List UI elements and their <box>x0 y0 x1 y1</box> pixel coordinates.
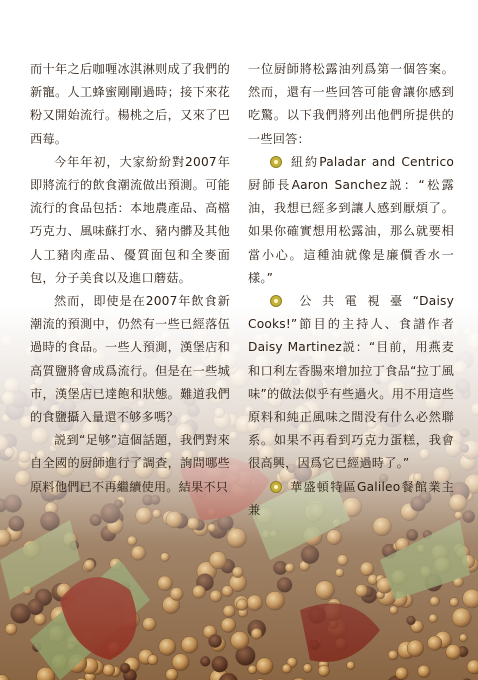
left-paragraph-3: 然而，即使是在2007年飲食新潮流的預測中，仍然有一些已經落伍過時的食品。一些人預測，漢堡店和高質鹽將會成爲流行。但是在一些城市，漢堡店已達飽和狀態。難道我們的食鹽攝入量還不够多嗎？ <box>30 294 230 425</box>
bullet-icon <box>270 156 282 168</box>
right-column <box>248 58 454 522</box>
left-paragraph-1: 而十年之后咖喱冰淇淋则成了我們的新寵。人工蜂蜜剛剛過時；接下來花粉又開始流行。楊桃之后，又來了巴西莓。 <box>30 62 230 146</box>
quote-text: 紐約Paladar and Centrico厨師長Aaron Sanchez説：“松露油，我想已經多到讓人感到厭煩了。如果你確實想用松露油，那么就要相當小心。這種油就像是廉價香水一樣。” <box>248 154 454 285</box>
left-paragraph-4: 説到“足够”這個話題，我們對來自全國的厨師進行了調查，詢問哪些原料他們已不再繼續使用。結果不只 <box>30 433 230 494</box>
quote-text: 華盛頓特區Galileo餐館業主兼 <box>248 479 454 517</box>
left-paragraph-2: 今年年初，大家紛紛對2007年即將流行的飲食潮流做出預測。可能流行的食品包括：本地農產品、高檔巧克力、風味蘇打水、豬内髒及其他人工豬肉產品、優質面包和全麥面包，分子美食以及進口蘑菇。 <box>30 154 230 285</box>
quote-item <box>248 290 454 476</box>
right-intro-paragraph: 一位厨師將松露油列爲第一個答案。然而，還有一些回答可能會讓你感到吃驚。以下我們將列出他們所提供的一些回答： <box>248 62 454 146</box>
left-column <box>30 58 230 499</box>
bullet-icon <box>270 481 282 493</box>
bullet-icon <box>270 295 282 307</box>
quote-text: 公共電視臺“Daisy Cooks!”節目的主持人、食譜作者Daisy Martinez説：“目前，用燕麦和口利左香腸來增加拉丁食品“拉丁風味”的做法似乎有些過火。用不用這些原料和純正風味之間没有什么必然聯系。如果不再看到巧克力蛋糕，我會很高興，因爲它已經過時了。” <box>248 294 454 471</box>
quote-item <box>248 476 454 522</box>
quote-item <box>248 151 454 290</box>
